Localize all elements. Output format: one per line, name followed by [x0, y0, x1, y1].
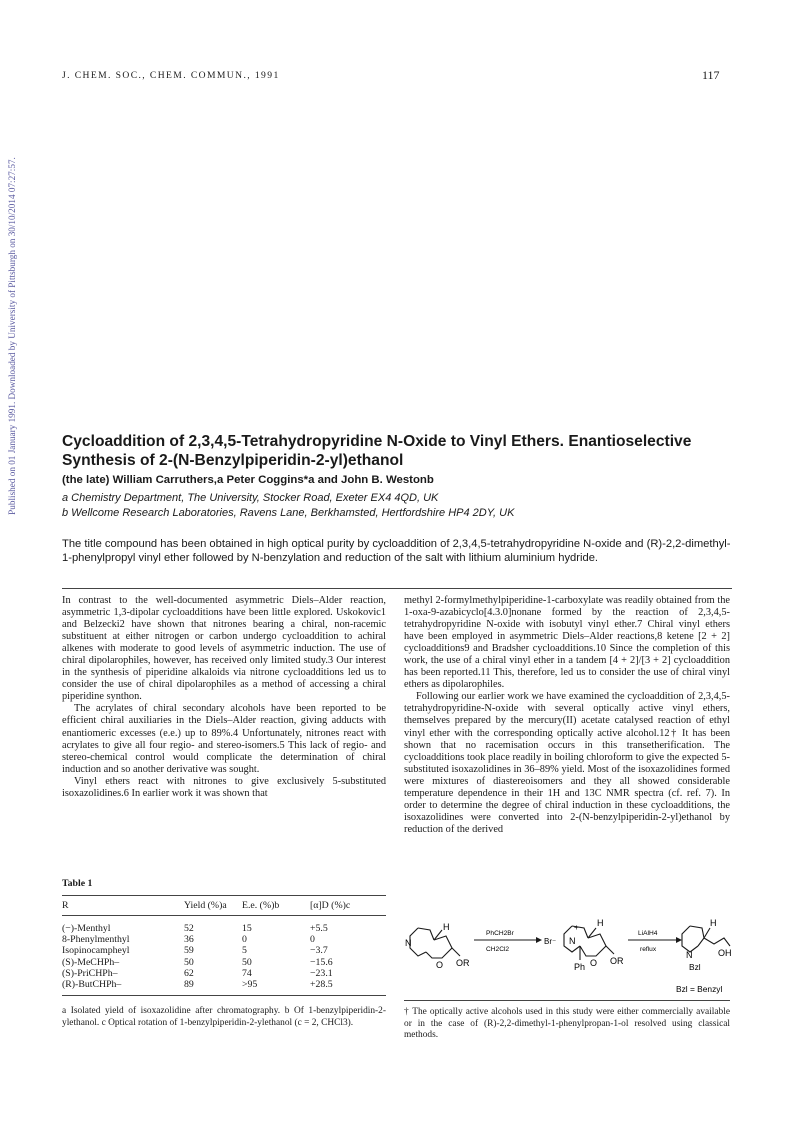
- table-cell: −3.7: [310, 945, 328, 957]
- table-cell: 0: [242, 934, 247, 946]
- table-cell: 59: [184, 945, 194, 957]
- ethanol-chain: [704, 938, 730, 946]
- scheme-legend: Bzl = Benzyl: [676, 984, 723, 994]
- paragraph: Vinyl ethers react with nitrones to give exclusively 5-substituted isoxazolidines.6 In earlier work it was shown that: [62, 775, 386, 799]
- author-list: (the late) William Carruthers,a Peter Coggins*a and John B. Westonb: [62, 474, 434, 486]
- table-cell: (R)-ButCHPh–: [62, 979, 122, 991]
- table-caption: Table 1: [62, 878, 93, 889]
- reaction-scheme: [404, 906, 734, 998]
- table-row: [62, 979, 386, 996]
- table-cell: +28.5: [310, 979, 333, 991]
- reagent-label: CH2Cl2: [486, 946, 510, 953]
- section-divider: [62, 588, 732, 589]
- piperidine-ring-1b: [418, 928, 434, 940]
- atom-label: N: [405, 938, 412, 948]
- affiliation-a: a Chemistry Department, The University, Stocker Road, Exeter EX4 4QD, UK: [62, 492, 439, 504]
- atom-label: H: [597, 918, 604, 928]
- column-header: Yield (%)a: [184, 900, 227, 911]
- table-cell: (S)-PriCHPh–: [62, 967, 118, 979]
- table-cell: (S)-MeCHPh–: [62, 956, 120, 968]
- atom-label: O: [436, 960, 444, 970]
- table-row: [62, 945, 386, 956]
- reagent-label: LiAlH4: [638, 930, 658, 937]
- table-header-row: [62, 896, 386, 916]
- piperidine-ring-3: [682, 926, 698, 952]
- table-cell: 62: [184, 967, 194, 979]
- reagent-label: PhCH2Br: [486, 930, 514, 937]
- piperidine-ring-3b: [690, 926, 704, 946]
- paragraph: methyl 2-formylmethylpiperidine-1-carboxylate was readily obtained from the 1-oxa-9-azabicyclo[4.3.0]nonane formed by the reaction of 2,3,4,5-tetrahydropyridine N-oxide with isobutyl vinyl ether.7 Chiral vinyl ethers have been employed in asymmetric Diels–Alder reactions,8 ketene [2 + 2] cycloadditions9 and Bradsher cycloadditions.10 Since the completion of this work, the use of a chiral vinyl ether in a tandem [4 + 2]/[3 + 2] cycloaddition has been reported.11 This, therefore, led us to consider the use of chiral vinyl ethers as dipolarophiles.: [404, 595, 730, 691]
- charge-label: +: [574, 923, 579, 932]
- isoxazolidine-ring-1: [426, 936, 452, 958]
- atom-label: OR: [456, 958, 470, 968]
- paragraph: In contrast to the well-documented asymmetric Diels–Alder reaction, asymmetric 1,3-dipolar cycloadditions have been little explored. Uskokovic1 and Belzecki2 have shown that nitrones bearing a chiral, non-racemic substituent at either nitrogen or carbon undergo cycloaddition to achiral alkenes with moderate to good levels of asymmetric induction. The use of chiral dipolarophiles, however, has received only limited study.3 Our interest in the synthesis of piperidine alkaloids via nitrone cycloadditions led us to consider the use of chiral dipolarophiles as a method of accessing a chiral piperidine synthon.: [62, 595, 386, 703]
- atom-label: OH: [718, 948, 732, 958]
- column-header: E.e. (%)b: [242, 900, 280, 911]
- footnote-divider: [404, 1000, 730, 1001]
- affiliation-b: b Wellcome Research Laboratories, Ravens Lane, Berkhamsted, Hertfordshire HP4 2DY, UK: [62, 507, 515, 519]
- running-head: J. CHEM. SOC., CHEM. COMMUN., 1991: [62, 70, 280, 81]
- paragraph: Following our earlier work we have examined the cycloaddition of 2,3,4,5-tetrahydropyridine-N-oxide with several optically active vinyl ethers, themselves prepared by the mercury(II) acetate catalysed reaction of ethyl vinyl ether with the corresponding optically active alcohol.12† It has been shown that no racemisation occurs in this transetherification. The cycloadditions took place readily in boiling chloroform to give the expected 5-substituted isoxazolidines in 36–89% yield. Most of the isoxazolidines formed were mixtures of diastereoisomers and they all showed considerable temperature dependence in their 1H and 13C NMR spectra (cf. ref. 7). In order to determine the degree of chiral induction in these cycloadditions, the isoxazolidines were converted into 2-(N-benzylpiperidin-2-yl)ethanol by reduction of the derived: [404, 691, 730, 835]
- atom-label: O: [590, 958, 598, 968]
- table-row: [62, 916, 386, 935]
- column-header: [α]D (%)c: [310, 900, 351, 911]
- atom-label: H: [443, 922, 450, 932]
- atom-label: N: [686, 950, 693, 960]
- reagent-label: reflux: [640, 946, 657, 953]
- table-cell: 50: [184, 956, 194, 968]
- atom-label: OR: [610, 956, 624, 966]
- abstract: The title compound has been obtained in high optical purity by cycloaddition of 2,3,4,5-tetrahydropyridine N-oxide and (R)-2,2-dimethyl-1-phenylpropyl vinyl ether followed by N-benzylation and reduction of the salt with lithium aluminium hydride.: [62, 538, 731, 565]
- atom-label: Ph: [574, 962, 586, 972]
- table-cell: 74: [242, 967, 252, 979]
- table-cell: 89: [184, 979, 194, 991]
- table-footnotes: a Isolated yield of isoxazolidine after chromatography. b Of 1-benzylpiperidin-2-ylethanol. c Optical rotation of 1-benzylpiperidin-2-ylethanol (c = 2, CHCl3).: [62, 1006, 386, 1028]
- table-cell: −15.6: [310, 956, 333, 968]
- footnote: † The optically active alcohols used in this study were either commercially available or in the case of (R)-2,2-dimethyl-1-phenylpropan-1-ol resolved using classical methods.: [404, 1007, 730, 1041]
- table-cell: 50: [242, 956, 252, 968]
- table-row: [62, 968, 386, 979]
- substituent-label: Bzl: [689, 962, 701, 972]
- table-cell: 36: [184, 934, 194, 946]
- table-cell: −23.1: [310, 967, 333, 979]
- table-cell: 15: [242, 923, 252, 934]
- table-row: [62, 934, 386, 945]
- body-column-right: [404, 595, 730, 836]
- table-cell: 0: [310, 934, 315, 946]
- table-row: [62, 957, 386, 968]
- atom-label: Br⁻: [544, 937, 557, 946]
- table-cell: +5.5: [310, 923, 328, 934]
- isoxazolidine-ring-2: [580, 934, 606, 956]
- download-watermark: Published on 01 January 1991. Downloaded by University of Pittsburgh on 30/10/2014 07:27:57.: [7, 157, 17, 515]
- column-header: R: [62, 900, 69, 911]
- table-cell: Isopinocampheyl: [62, 945, 130, 957]
- paragraph: The acrylates of chiral secondary alcohols have been reported to be efficient chiral auxiliaries in the Diels–Alder reaction, giving adducts with enantiomeric excesses (e.e.) up to 89%.4 Unfortunately, nitrones react with acrylates to give all four regio- and stereo-isomers.5 This lack of regio- and stereo-chemical control would complicate the determination of chiral induction and so another derivative was sought.: [62, 703, 386, 775]
- body-column-left: [62, 595, 386, 800]
- atom-label: H: [710, 918, 717, 928]
- page-number: 117: [702, 68, 720, 82]
- article-title: Cycloaddition of 2,3,4,5-Tetrahydropyridine N-Oxide to Vinyl Ethers. Enantioselective Synthesis of 2-(N-Benzylpiperidin-2-yl)ethanol: [62, 433, 692, 469]
- table-cell: 52: [184, 923, 194, 934]
- table-cell: 5: [242, 945, 247, 957]
- results-table: [62, 895, 386, 996]
- table-cell: (−)-Menthyl: [62, 923, 111, 934]
- table-cell: >95: [242, 979, 258, 991]
- piperidine-ring-1: [410, 928, 426, 956]
- atom-label: N: [569, 936, 576, 946]
- table-cell: 8-Phenylmenthyl: [62, 934, 130, 946]
